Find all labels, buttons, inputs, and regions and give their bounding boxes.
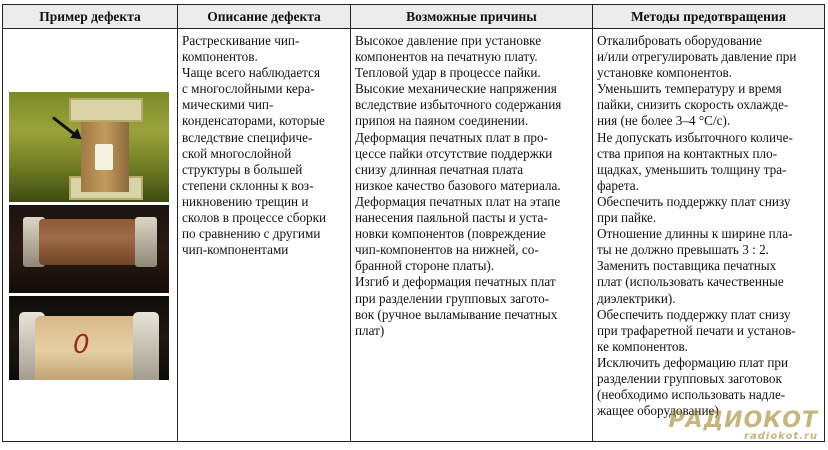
- causes-line: вок (ручное выламывание печатных: [355, 306, 558, 322]
- prevention-line: Исключить деформацию плат при: [597, 354, 789, 370]
- description-line: чип-компонентами: [182, 242, 289, 258]
- description-cell: [178, 29, 351, 442]
- capacitor-side-photo: [9, 205, 169, 293]
- chip-marking: 0: [73, 330, 90, 360]
- prevention-line: ния (не более 3–4 °C/c).: [597, 113, 731, 129]
- capacitor-chipped-photo: [9, 296, 169, 380]
- prevention-line: Обеспечить поддержку плат снизу: [597, 193, 791, 209]
- prevention-line: жащее оборудование): [597, 403, 719, 419]
- description-line: компонентов.: [182, 49, 258, 65]
- header-example: Пример дефекта: [3, 5, 178, 29]
- solder-pad: [69, 98, 143, 122]
- prevention-line: ке компонентов.: [597, 338, 688, 354]
- prevention-line: ты не должно превышать 3 : 2.: [597, 242, 769, 258]
- prevention-line: Заменить поставщика печатных: [597, 258, 777, 274]
- causes-line: бранной стороне платы).: [355, 258, 495, 274]
- header-row: [3, 5, 825, 29]
- description-line: степени склонны к воз-: [182, 177, 314, 193]
- terminal: [135, 217, 157, 267]
- causes-line: нанесения паяльной пасты и уста-: [355, 210, 548, 226]
- prevention-line: при трафаретной печати и установ-: [597, 322, 796, 338]
- description-line: с многослойными кера-: [182, 81, 315, 97]
- description-line: Растрескивание чип-: [182, 33, 300, 48]
- prevention-line: ства припоя на контактных пло-: [597, 145, 778, 161]
- causes-line: Высокое давление при установке: [355, 33, 542, 48]
- prevention-line: Уменьшить температуру и время: [597, 81, 782, 97]
- causes-line: Изгиб и деформация печатных плат: [355, 274, 556, 290]
- prevention-line: диэлектрики).: [597, 290, 676, 306]
- prevention-line: и/или отрегулировать давление при: [597, 49, 797, 65]
- causes-line: припоя на паяном соединении.: [355, 113, 529, 129]
- prevention-line: разделении групповых заготовок: [597, 370, 782, 386]
- header-description: Описание дефекта: [178, 5, 351, 29]
- crack-area: [95, 144, 113, 170]
- causes-line: компонентов на печатную плату.: [355, 49, 538, 65]
- prevention-line: Обеспечить поддержку плат снизу: [597, 306, 791, 322]
- causes-line: Деформация печатных плат в про-: [355, 129, 548, 145]
- causes-line: Деформация печатных плат на этапе: [355, 193, 561, 209]
- description-line: Чаще всего наблюдается: [182, 65, 321, 81]
- causes-line: снизу длинная печатная плата: [355, 161, 524, 177]
- causes-line: Тепловой удар в процессе пайки.: [355, 65, 541, 81]
- prevention-line: Не допускать избыточного количе-: [597, 129, 793, 145]
- header-causes: Возможные причины: [351, 5, 593, 29]
- terminal: [133, 312, 159, 380]
- causes-line: чип-компонентов на нижней, со-: [355, 242, 539, 258]
- prevention-line: пайки, снизить скорость охлажде-: [597, 97, 789, 113]
- description-line: сколов в процессе сборки: [182, 210, 327, 226]
- prevention-cell: [593, 29, 825, 442]
- causes-line: новки компонентов (повреждение: [355, 226, 546, 242]
- causes-cell: [351, 29, 593, 442]
- causes-line: цессе пайки отсутствие поддержки: [355, 145, 553, 161]
- prevention-line: плат (использовать качественные: [597, 274, 784, 290]
- prevention-line: Отношение длинны к ширине пла-: [597, 226, 793, 242]
- description-line: конденсаторами, которые: [182, 113, 325, 129]
- prevention-line: щадках, уменьшить толщину тра-: [597, 161, 787, 177]
- causes-line: Высокие механические напряжения: [355, 81, 557, 97]
- description-line: никновению трещин и: [182, 193, 309, 209]
- description-line: по сравнению с другими: [182, 226, 321, 242]
- header-prevention: Методы предотвращения: [593, 5, 825, 29]
- description-line: структуры в большей: [182, 161, 303, 177]
- cracked-capacitor-photo: [9, 92, 169, 202]
- prevention-line: фарета.: [597, 177, 639, 193]
- description-line: мическими чип-: [182, 97, 274, 113]
- causes-line: низкое качество базового материала.: [355, 177, 561, 193]
- description-line: ской многослойной: [182, 145, 292, 161]
- prevention-line: установке компонентов.: [597, 65, 733, 81]
- prevention-line: при пайке.: [597, 210, 657, 226]
- watermark-site: radiokot.ru: [744, 431, 818, 442]
- prevention-line: Откалибровать оборудование: [597, 33, 762, 48]
- causes-line: при разделении групповых загото-: [355, 290, 550, 306]
- chip-body: [39, 219, 143, 265]
- description-line: вследствие специфиче-: [182, 129, 313, 145]
- causes-line: плат): [355, 322, 385, 338]
- watermark-logo: РАДИОКОТ: [668, 408, 818, 433]
- causes-line: вследствие избыточного содержания: [355, 97, 562, 113]
- prevention-line: (необходимо использовать надле-: [597, 387, 786, 403]
